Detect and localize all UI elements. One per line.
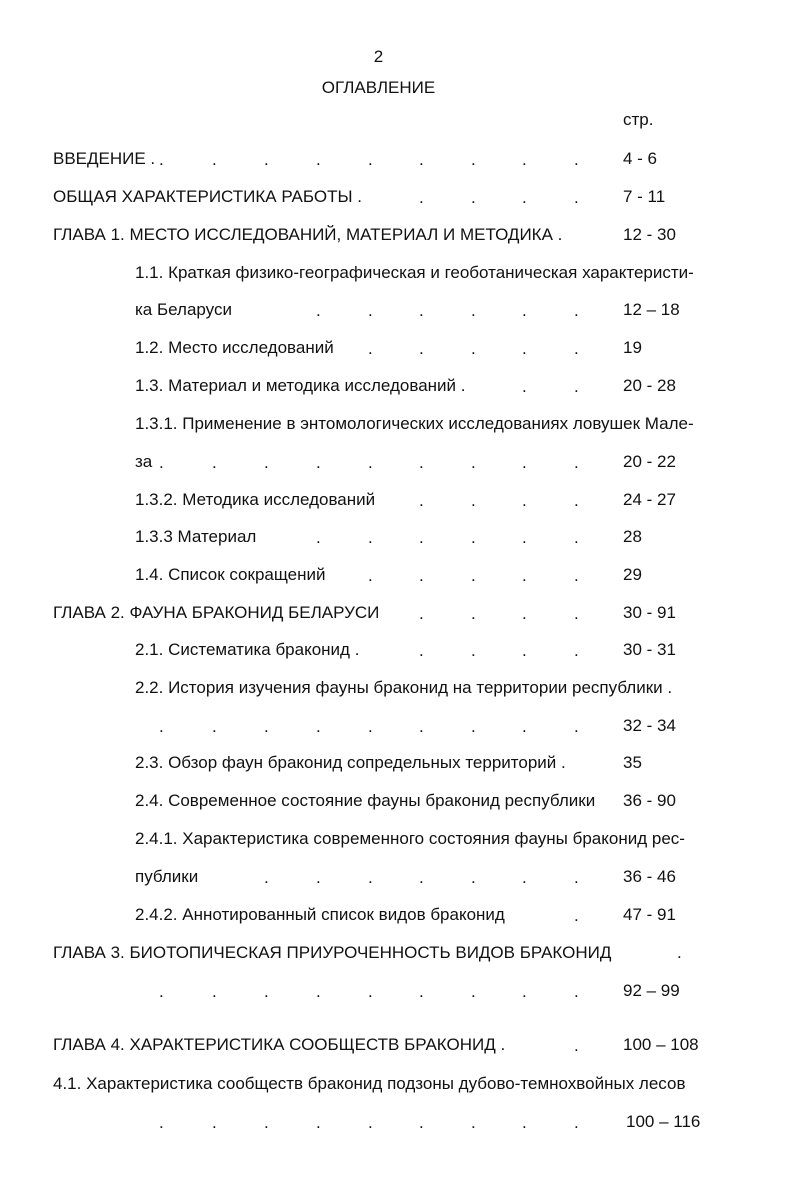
toc-entry-title: 2.1. Систематика браконид . [135, 640, 360, 659]
toc-entry-page: 35 [623, 753, 642, 772]
toc-entry-title: 1.3.1. Применение в энтомологических исследованиях ловушек Мале- [135, 414, 694, 433]
toc-entry-title: 1.2. Место исследований [135, 338, 334, 357]
toc-entry-title: 1.4. Список сокращений [135, 565, 326, 584]
toc-entry-title: 2.4.1. Характеристика современного состояния фауны браконид рес- [135, 829, 685, 848]
toc-entry-title: ГЛАВА 3. БИОТОПИЧЕСКАЯ ПРИУРОЧЕННОСТЬ ВИДОВ БРАКОНИД [53, 943, 612, 962]
toc-entry-page: 29 [623, 565, 642, 584]
toc-entry-page: 92 – 99 [623, 981, 680, 1000]
toc-entry-title: 2.3. Обзор фаун браконид сопредельных территорий . [135, 753, 566, 772]
toc-entry-page: 32 - 34 [623, 716, 676, 735]
toc-entry-page: 30 - 91 [623, 603, 676, 622]
page-title: ОГЛАВЛЕНИЕ [321, 78, 436, 97]
dot-leader: . [677, 943, 682, 962]
toc-entry-title: ка Беларуси [135, 300, 232, 319]
page-column-header: стр. [623, 110, 654, 129]
toc-entry-title: 2.2. История изучения фауны браконид на территории республики . [135, 678, 673, 697]
toc-entry-title: 4.1. Характеристика сообществ браконид подзоны дубово-темнохвойных лесов [53, 1074, 686, 1093]
toc-entry-page: 20 - 28 [623, 376, 676, 395]
toc-entry-title: за [135, 452, 153, 471]
toc-entry-page: 100 – 116 [626, 1112, 701, 1131]
toc-entry-title: ГЛАВА 1. МЕСТО ИССЛЕДОВАНИЙ, МАТЕРИАЛ И МЕТОДИКА . [53, 225, 563, 244]
toc-entry-page: 12 – 18 [623, 300, 680, 319]
toc-entry-page: 100 – 108 [623, 1035, 699, 1054]
toc-entry-page: 24 - 27 [623, 490, 676, 509]
toc-entry-page: 20 - 22 [623, 452, 676, 471]
toc-entry-page: 4 - 6 [623, 149, 658, 168]
toc-entry-title: 1.3.3 Материал [135, 527, 257, 546]
toc-entry-title: 1.1. Краткая физико-географическая и геоботаническая характеристи- [135, 263, 694, 282]
toc-entry-title: 2.4. Современное состояние фауны браконид республики [135, 791, 596, 810]
toc-entry-page: 12 - 30 [623, 225, 676, 244]
toc-entry-page: 36 - 90 [623, 791, 676, 810]
page-number: 2 [373, 47, 384, 66]
toc-entry-page: 28 [623, 527, 642, 546]
toc-entry-page: 7 - 11 [623, 187, 666, 206]
toc-entry-title: 2.4.2. Аннотированный список видов браконид [135, 905, 505, 924]
toc-entry-title: ОБЩАЯ ХАРАКТЕРИСТИКА РАБОТЫ . [53, 187, 362, 206]
toc-entry-page: 30 - 31 [623, 640, 676, 659]
toc-entry-title: ГЛАВА 2. ФАУНА БРАКОНИД БЕЛАРУСИ [53, 603, 380, 622]
toc-entry-page: 19 [623, 338, 642, 357]
toc-entry-title: 1.3.2. Методика исследований [135, 490, 376, 509]
toc-entry-page: 47 - 91 [623, 905, 676, 924]
toc-entry-title: ВВЕДЕНИЕ . [53, 149, 156, 168]
toc-entry-title: публики [135, 867, 199, 886]
toc-entry-title: 1.3. Материал и методика исследований . [135, 376, 466, 395]
toc-entry-title: ГЛАВА 4. ХАРАКТЕРИСТИКА СООБЩЕСТВ БРАКОНИД . [53, 1035, 506, 1054]
toc-entry-page: 36 - 46 [623, 867, 676, 886]
